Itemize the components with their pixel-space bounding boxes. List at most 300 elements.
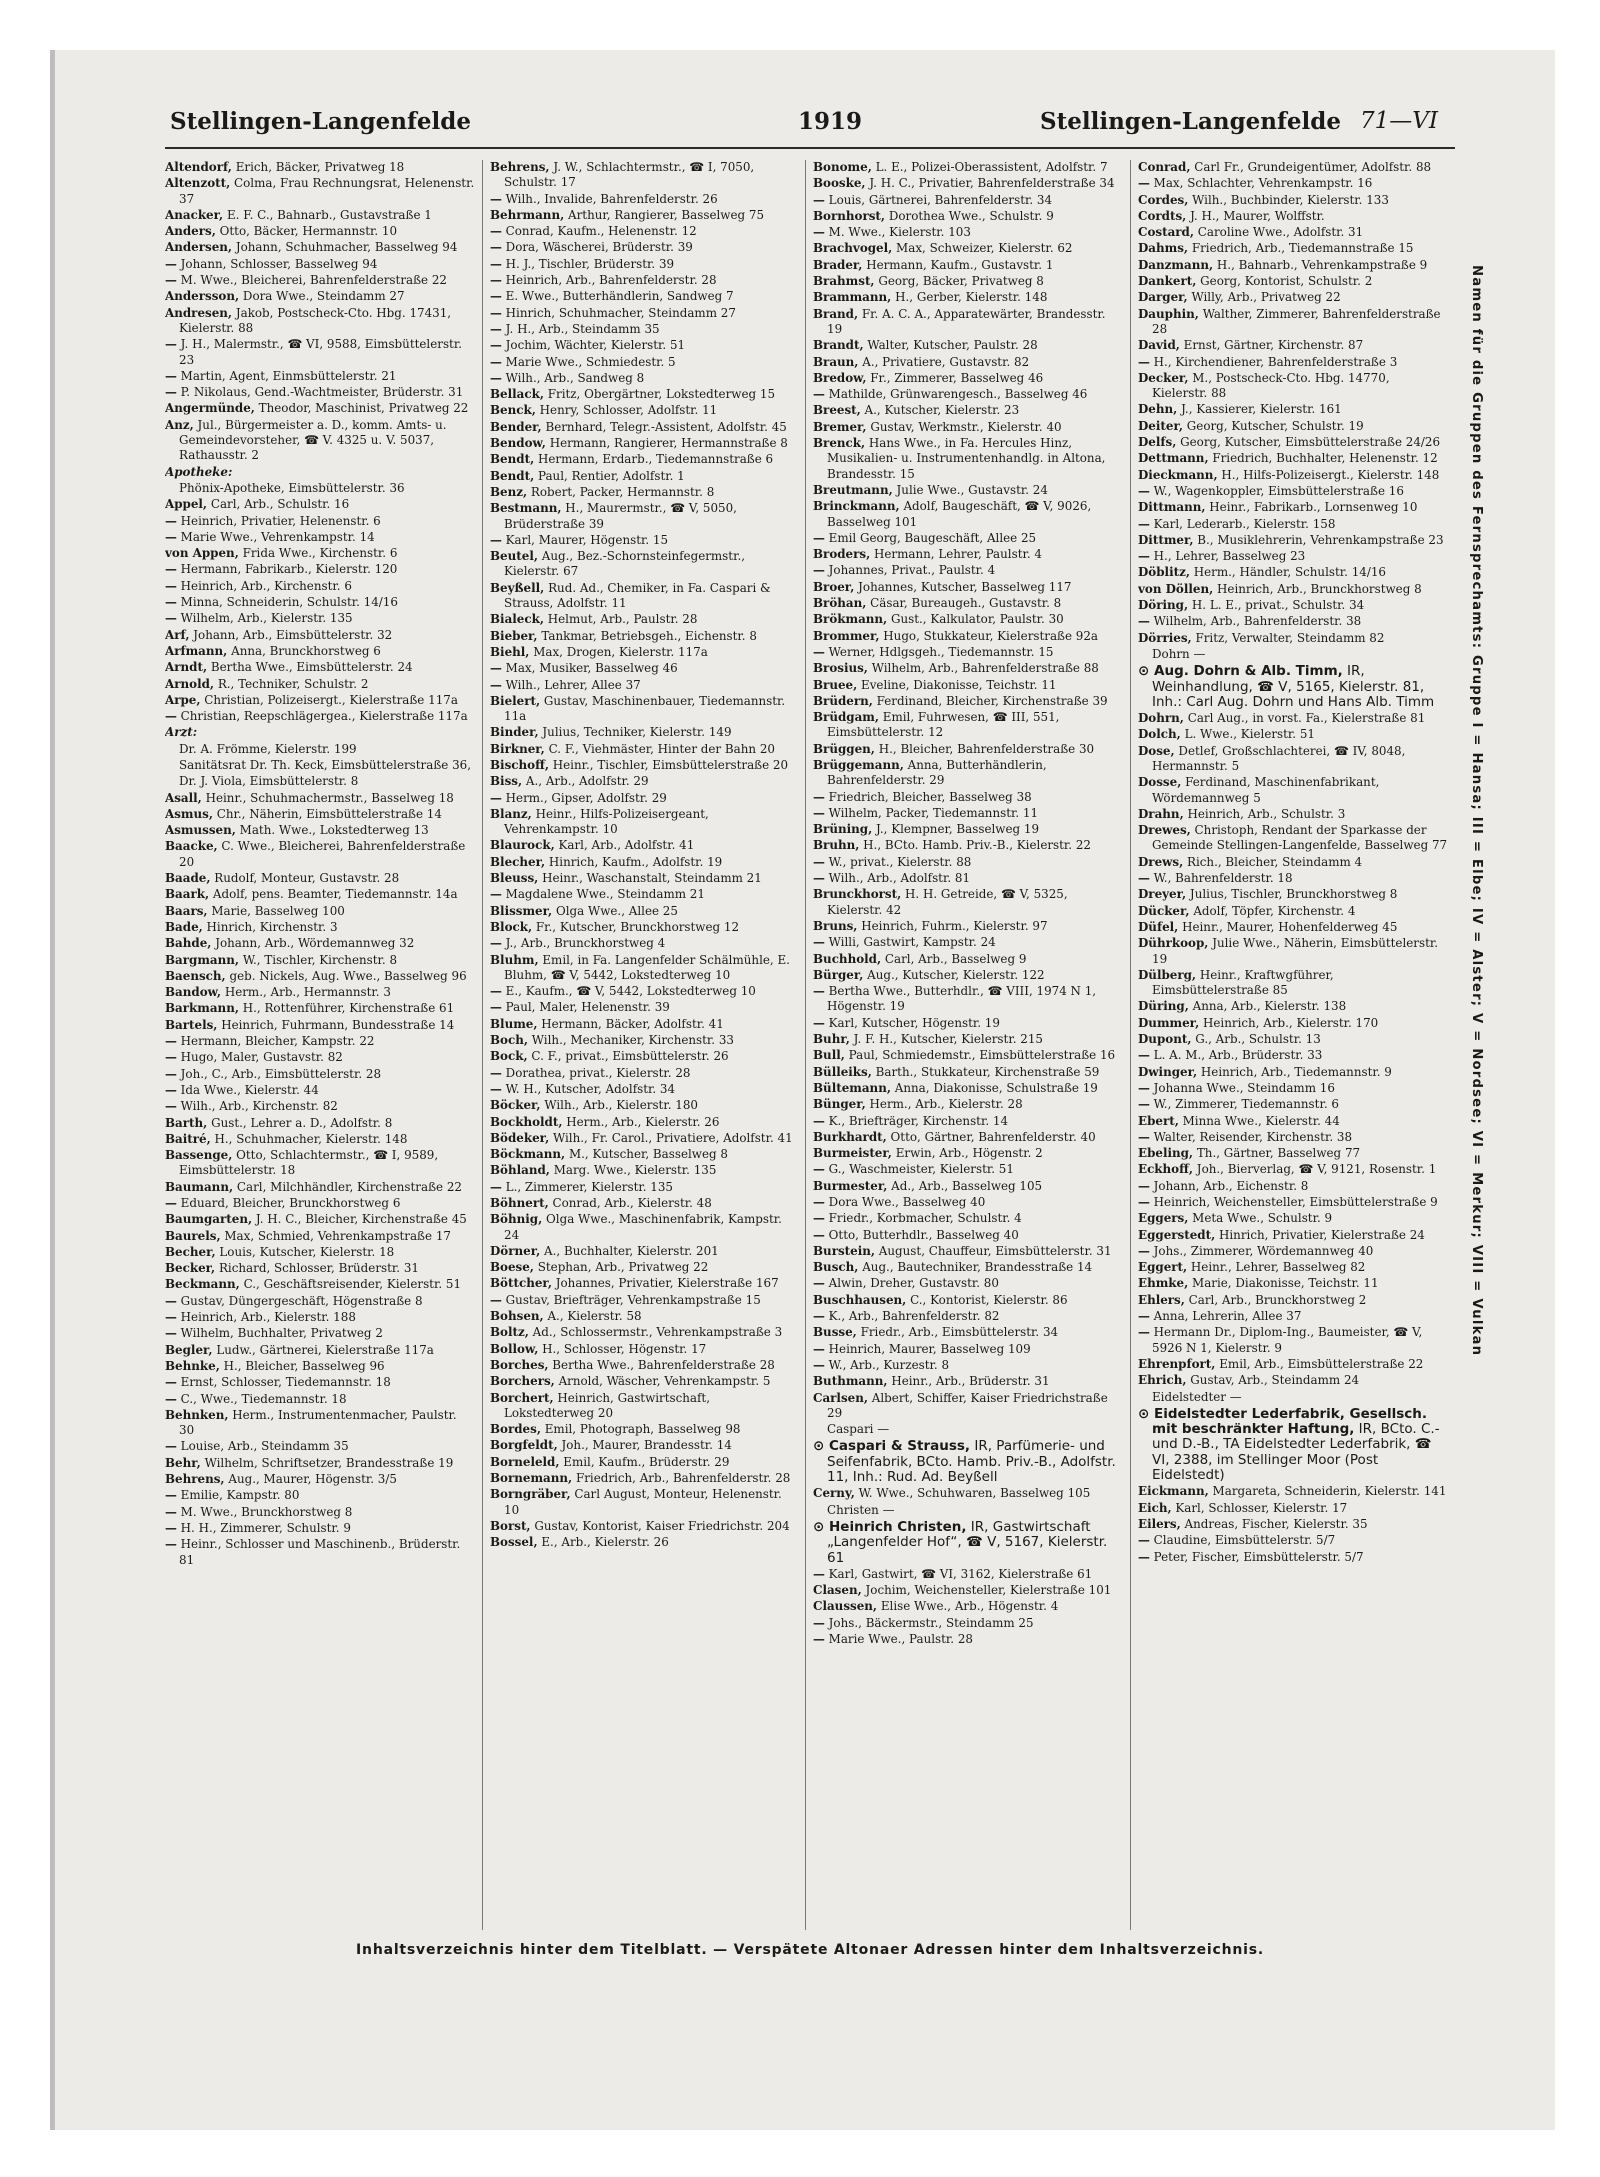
entry-details: Emil, Arb., Eimsbüttelerstraße 22 bbox=[1215, 1356, 1424, 1371]
directory-entry bbox=[1138, 598, 1448, 613]
entry-details: Eduard, Bleicher, Brunckhorstweg 6 bbox=[176, 1196, 401, 1210]
entry-details: Wilh., Mechaniker, Kirchenstr. 33 bbox=[528, 1033, 734, 1048]
entry-details: Wilh., Invalide, Bahrenfelderstr. 26 bbox=[501, 191, 718, 206]
entry-details: Erich, Bäcker, Privatweg 18 bbox=[231, 160, 405, 174]
entry-name: Bünger, bbox=[813, 1097, 866, 1112]
header-year: 1919 bbox=[798, 108, 863, 135]
entry-details: Herm., Instrumentenmacher, Paulstr. 30 bbox=[179, 1407, 457, 1438]
advert-entry bbox=[1138, 1407, 1448, 1483]
entry-details: J. H. C., Bleicher, Kirchenstraße 45 bbox=[252, 1212, 467, 1227]
entry-details: Anna, Lehrerin, Allee 37 bbox=[1149, 1309, 1302, 1324]
directory-entry bbox=[813, 563, 1123, 578]
entry-name: — bbox=[1138, 176, 1150, 191]
directory-entry bbox=[490, 387, 800, 402]
directory-entry bbox=[490, 1471, 800, 1486]
directory-entry bbox=[1138, 451, 1448, 466]
entry-name: Düring, bbox=[1138, 999, 1189, 1014]
entry-name: Bandow, bbox=[165, 985, 222, 1000]
entry-name: Borchert, bbox=[490, 1390, 554, 1405]
directory-entry bbox=[1138, 1211, 1448, 1226]
directory-entry bbox=[490, 645, 800, 660]
entry-name: Behrens, bbox=[490, 160, 550, 174]
entry-name: — bbox=[813, 1309, 825, 1324]
directory-entry bbox=[1138, 744, 1448, 775]
entry-name: — bbox=[165, 368, 177, 383]
entry-name: — bbox=[1138, 516, 1150, 531]
entry-name: Birkner, bbox=[490, 741, 545, 756]
entry-details: Aug., Kutscher, Kielerstr. 122 bbox=[863, 967, 1045, 982]
entry-details: Johannes, Privat., Paulstr. 4 bbox=[824, 563, 996, 578]
directory-entry bbox=[165, 1018, 475, 1033]
entry-details: Wilh., Arb., Kielerstr. 180 bbox=[540, 1098, 698, 1113]
directory-entry bbox=[1138, 1550, 1448, 1565]
directory-entry bbox=[165, 1001, 475, 1016]
directory-entry bbox=[490, 533, 800, 548]
entry-name: — bbox=[165, 1082, 177, 1097]
directory-entry bbox=[813, 547, 1123, 562]
directory-entry bbox=[490, 257, 800, 272]
entry-details: Gustav, Kontorist, Kaiser Friedrichstr. 204 bbox=[530, 1518, 790, 1533]
entry-details: Emilie, Kampstr. 80 bbox=[176, 1488, 300, 1503]
entry-details: Christian, Reepschlägergea., Kielerstraße 117a bbox=[176, 709, 468, 724]
column-3 bbox=[813, 160, 1123, 1930]
entry-details: Walter, Kutscher, Paulstr. 28 bbox=[863, 338, 1038, 353]
directory-entry bbox=[1138, 936, 1448, 967]
entry-details: Friedrich, Buchhalter, Helenenstr. 12 bbox=[1208, 451, 1438, 466]
directory-entry bbox=[490, 1017, 800, 1032]
sub-entry: Caspari — bbox=[827, 1422, 890, 1437]
entry-name: Baars, bbox=[165, 903, 208, 918]
directory-entry bbox=[165, 1261, 475, 1276]
entry-name: Bluhm, bbox=[490, 952, 539, 967]
directory-entry bbox=[813, 338, 1123, 353]
entry-name: Barkmann, bbox=[165, 1001, 239, 1016]
entry-name: Dettmann, bbox=[1138, 451, 1209, 466]
directory-entry bbox=[165, 791, 475, 806]
entry-details: Chr., Näherin, Eimsbüttelerstraße 14 bbox=[212, 806, 442, 821]
advert-entry bbox=[813, 1520, 1123, 1566]
entry-name: — bbox=[165, 1537, 177, 1552]
entry-name: Bremer, bbox=[813, 419, 867, 434]
entry-details: Johann, Schlosser, Basselweg 94 bbox=[176, 256, 378, 271]
entry-name: Dührkoop, bbox=[1138, 936, 1209, 951]
entry-name: — bbox=[165, 385, 177, 400]
directory-entry bbox=[813, 661, 1123, 676]
entry-details: Hermann, Bleicher, Kampstr. 22 bbox=[176, 1034, 375, 1049]
directory-entry bbox=[165, 1050, 475, 1065]
entry-details: Georg, Bäcker, Privatweg 8 bbox=[874, 274, 1044, 289]
entry-details: Carl, Arb., Basselweg 9 bbox=[881, 951, 1027, 966]
entry-name: — bbox=[165, 1050, 177, 1065]
entry-details: Heinr., Hilfs-Polizeisergeant, Vehrenkampstr. 10 bbox=[504, 806, 709, 837]
directory-entry bbox=[490, 1342, 800, 1357]
directory-entry bbox=[165, 1294, 475, 1309]
entry-name: Buthmann, bbox=[813, 1374, 888, 1389]
directory-entry bbox=[813, 176, 1123, 191]
entry-name: — bbox=[490, 677, 502, 692]
directory-entry bbox=[490, 371, 800, 386]
entry-name: — bbox=[813, 935, 825, 950]
directory-entry bbox=[813, 1293, 1123, 1308]
entry-name: Eilers, bbox=[1138, 1516, 1181, 1531]
entry-details: Adolf, pens. Beamter, Tiedemannstr. 14a bbox=[209, 887, 458, 902]
entry-name: — bbox=[165, 1196, 177, 1210]
advert-firm: ⊙ Aug. Dohrn & Alb. Timm, bbox=[1138, 663, 1343, 680]
entry-details: Dora Wwe., Basselweg 40 bbox=[824, 1195, 986, 1209]
entry-name: Broders, bbox=[813, 547, 871, 562]
directory-entry bbox=[813, 1097, 1123, 1112]
entry-details: Heinrich, Weichensteller, Eimsbüttelerstraße 9 bbox=[1149, 1195, 1438, 1209]
entry-name: Binder, bbox=[490, 725, 539, 740]
entry-name: Dittmann, bbox=[1138, 500, 1206, 515]
directory-entry bbox=[165, 530, 475, 545]
entry-details: Minna Wwe., Kielerstr. 44 bbox=[1178, 1113, 1340, 1128]
directory-entry bbox=[490, 1455, 800, 1470]
directory-entry bbox=[490, 742, 800, 757]
directory-entry bbox=[1138, 160, 1448, 175]
entry-details: C., Wwe., Tiedemannstr. 18 bbox=[176, 1391, 347, 1406]
directory-entry bbox=[490, 678, 800, 693]
entry-details: H., Bleicher, Bahrenfelderstraße 30 bbox=[874, 741, 1095, 756]
directory-entry bbox=[490, 1438, 800, 1453]
entry-name: Bürger, bbox=[813, 967, 864, 982]
directory-entry bbox=[813, 855, 1123, 870]
entry-name: — bbox=[490, 370, 502, 385]
entry-name: Brammann, bbox=[813, 290, 892, 305]
entry-name: — bbox=[1138, 1048, 1150, 1063]
entry-details: Julie Wwe., Näherin, Eimsbüttelerstr. 19 bbox=[1152, 936, 1439, 966]
directory-entry bbox=[813, 1276, 1123, 1291]
directory-entry bbox=[165, 1180, 475, 1195]
directory-entry bbox=[490, 1000, 800, 1015]
entry-name: Bröhan, bbox=[813, 596, 867, 611]
entry-details: Minna, Schneiderin, Schulstr. 14/16 bbox=[176, 595, 398, 610]
entry-name: — bbox=[490, 289, 502, 304]
directory-entry bbox=[1138, 711, 1448, 726]
entry-details: Georg, Kontorist, Schulstr. 2 bbox=[1196, 274, 1373, 289]
entry-name: Bestmann, bbox=[490, 501, 562, 516]
entry-details: Rich., Bleicher, Steindamm 4 bbox=[1183, 854, 1363, 869]
entry-name: Borgfeldt, bbox=[490, 1438, 558, 1453]
entry-name: — bbox=[813, 1113, 825, 1128]
entry-name: — bbox=[813, 644, 825, 659]
entry-details: Carl, Arb., Brunckhorstweg 2 bbox=[1184, 1292, 1367, 1307]
entry-details: Heinr., Lehrer, Basselweg 82 bbox=[1187, 1260, 1366, 1275]
directory-entry bbox=[813, 1032, 1123, 1047]
directory-entry bbox=[165, 562, 475, 577]
entry-details: Aug., Bautechniker, Brandesstraße 14 bbox=[858, 1260, 1093, 1275]
directory-entry bbox=[1138, 1260, 1448, 1275]
directory-entry bbox=[165, 595, 475, 610]
entry-details: Anna, Diakonisse, Schulstraße 19 bbox=[891, 1080, 1098, 1095]
directory-entry bbox=[813, 209, 1123, 224]
entry-name: Bornemann, bbox=[490, 1471, 573, 1486]
entry-details: Herm., Händler, Schulstr. 14/16 bbox=[1189, 565, 1386, 580]
entry-name: Biss, bbox=[490, 774, 523, 789]
entry-details: R., Techniker, Schulstr. 2 bbox=[214, 676, 369, 691]
entry-details: Louis, Kutscher, Kielerstr. 18 bbox=[215, 1244, 395, 1259]
entry-details: Hermann, Erdarb., Tiedemannstraße 6 bbox=[534, 452, 774, 467]
directory-entry bbox=[490, 355, 800, 370]
directory-entry bbox=[813, 1260, 1123, 1275]
entry-name: — bbox=[1138, 871, 1150, 886]
entry-name: Claussen, bbox=[813, 1599, 878, 1614]
entry-details: Otto, Gärtner, Bahrenfelderstr. 40 bbox=[886, 1129, 1096, 1144]
entry-name: — bbox=[165, 578, 177, 593]
entry-details: Fritz, Verwalter, Steindamm 82 bbox=[1191, 630, 1385, 645]
entry-name: Blissmer, bbox=[490, 903, 553, 918]
directory-entry bbox=[490, 1180, 800, 1195]
entry-name: Broer, bbox=[813, 579, 855, 594]
entry-details: M. Wwe., Kielerstr. 103 bbox=[824, 225, 971, 240]
sub-entry: Eidelstedter — bbox=[1152, 1389, 1242, 1404]
entry-name: Bellack, bbox=[490, 387, 544, 402]
entry-details: M. Wwe., Brunckhorstweg 8 bbox=[176, 1504, 353, 1519]
entry-details: Heinr., Fabrikarb., Lornsenweg 10 bbox=[1205, 500, 1418, 515]
entry-details: Johs., Zimmerer, Wördemannweg 40 bbox=[1149, 1243, 1374, 1258]
entry-details: Karl, Kutscher, Högenstr. 19 bbox=[824, 1015, 1000, 1030]
entry-details: Ernst, Schlosser, Tiedemannstr. 18 bbox=[176, 1375, 391, 1390]
directory-entry bbox=[1138, 402, 1448, 417]
entry-name: Baade, bbox=[165, 871, 211, 886]
directory-entry bbox=[490, 1163, 800, 1178]
directory-entry bbox=[813, 612, 1123, 627]
directory-entry bbox=[813, 160, 1123, 175]
directory-entry bbox=[1138, 468, 1448, 483]
entry-details: Herm., Arb., Kielerstr. 26 bbox=[562, 1114, 720, 1129]
entry-name: — bbox=[165, 273, 177, 288]
entry-name: Böhnig, bbox=[490, 1212, 543, 1227]
directory-entry bbox=[490, 725, 800, 740]
entry-details: Georg, Kutscher, Schulstr. 19 bbox=[1183, 418, 1364, 433]
directory-entry bbox=[490, 1293, 800, 1308]
entry-details: Max, Schmied, Vehrenkampstraße 17 bbox=[220, 1228, 451, 1243]
entry-name: Dosse, bbox=[1138, 775, 1182, 790]
entry-details: Heinr., Kraftwgführer, Eimsbüttelerstraße 85 bbox=[1152, 967, 1334, 998]
entry-details: Martin, Agent, Einmsbüttelerstr. 21 bbox=[176, 368, 397, 383]
directory-entry bbox=[490, 1115, 800, 1130]
entry-name: Ehrenpfort, bbox=[1138, 1356, 1216, 1371]
entry-details: Max, Musiker, Basselweg 46 bbox=[501, 661, 678, 676]
entry-name: Booske, bbox=[813, 176, 866, 191]
entry-details: Johann, Arb., Eimsbüttelerstr. 32 bbox=[189, 627, 393, 642]
directory-entry bbox=[490, 1196, 800, 1211]
entry-name: — bbox=[813, 871, 825, 886]
directory-entry bbox=[813, 1081, 1123, 1096]
entry-details: Carl Fr., Grundeigentümer, Adolfstr. 88 bbox=[1190, 160, 1432, 174]
directory-entry bbox=[490, 1033, 800, 1048]
entry-details: Eveline, Diakonisse, Teichstr. 11 bbox=[857, 677, 1057, 692]
entry-name: Burkhardt, bbox=[813, 1129, 887, 1144]
entry-details: Gustav, Düngergeschäft, Högenstraße 8 bbox=[176, 1293, 423, 1308]
directory-entry bbox=[1138, 484, 1448, 499]
entry-name: — bbox=[490, 224, 502, 239]
directory-entry bbox=[1138, 1276, 1448, 1291]
entry-name: Brinckmann, bbox=[813, 499, 900, 514]
directory-entry bbox=[813, 1195, 1123, 1210]
entry-details: Heinrich, Arb., Brunckhorstweg 8 bbox=[1213, 581, 1422, 596]
entry-details: H., Hilfs-Polizeisergt., Kielerstr. 148 bbox=[1217, 467, 1440, 482]
entry-details: Gust., Lehrer a. D., Adolfstr. 8 bbox=[207, 1115, 393, 1130]
page-footer: Inhaltsverzeichnis hinter dem Titelblatt. — Verspätete Altonaer Adressen hinter dem Inhaltsverzeichnis. bbox=[356, 1942, 1264, 1958]
entry-details: Herm., Arb., Kielerstr. 28 bbox=[865, 1097, 1023, 1112]
entry-details: Detlef, Großschlachterei, ☎ IV, 8048, Hermannstr. 5 bbox=[1152, 743, 1406, 773]
directory-entry bbox=[490, 1535, 800, 1550]
entry-details: Julius, Techniker, Kielerstr. 149 bbox=[538, 725, 732, 740]
entry-details: M. Wwe., Bleicherei, Bahrenfelderstraße 22 bbox=[176, 273, 447, 288]
entry-name: — bbox=[490, 191, 502, 206]
entry-details: geb. Nickels, Aug. Wwe., Basselweg 96 bbox=[225, 968, 467, 983]
entry-name: Becker, bbox=[165, 1261, 216, 1276]
entry-details: Fr., Kutscher, Brunckhorstweg 12 bbox=[532, 919, 740, 934]
entry-details: E., Kaufm., ☎ V, 5442, Lokstedterweg 10 bbox=[501, 984, 756, 999]
directory-entry bbox=[1138, 1373, 1448, 1388]
entry-name: — bbox=[165, 1293, 177, 1308]
directory-entry bbox=[813, 1583, 1123, 1598]
entry-name: Dörries, bbox=[1138, 630, 1192, 645]
entry-details: Frida Wwe., Kirchenstr. 6 bbox=[238, 546, 398, 561]
directory-entry bbox=[165, 1505, 475, 1520]
directory-entry bbox=[165, 1310, 475, 1325]
directory-entry bbox=[165, 418, 475, 464]
entry-name: Costard, bbox=[1138, 225, 1195, 240]
entry-name: Beutel, bbox=[490, 549, 538, 564]
directory-entry bbox=[813, 1114, 1123, 1129]
directory-entry bbox=[813, 838, 1123, 853]
entry-details: E. F. C., Bahnarb., Gustavstraße 1 bbox=[223, 207, 432, 222]
directory-entry bbox=[813, 420, 1123, 435]
entry-name: — bbox=[1138, 614, 1150, 629]
entry-details: J., Kassierer, Kielerstr. 161 bbox=[1177, 402, 1342, 417]
entry-details: Johann, Schuhmacher, Basselweg 94 bbox=[232, 240, 458, 255]
directory-entry bbox=[1138, 775, 1448, 806]
entry-details: Louise, Arb., Steindamm 35 bbox=[176, 1439, 349, 1454]
entry-details: Hugo, Stukkateur, Kielerstraße 92a bbox=[879, 628, 1099, 643]
entry-details: Wilhelm, Arb., Bahrenfelderstr. 38 bbox=[1149, 614, 1362, 629]
entry-details: H., Bahnarb., Vehrenkampstraße 9 bbox=[1213, 257, 1428, 272]
directory-entry bbox=[1138, 1244, 1448, 1259]
entry-details: Albert, Schiffer, Kaiser Friedrichstraße 29 bbox=[827, 1390, 1108, 1420]
entry-name: Arf, bbox=[165, 627, 190, 642]
entry-name: Bendow, bbox=[490, 436, 546, 451]
directory-entry bbox=[165, 1099, 475, 1114]
entry-details: Friedrich, Arb., Bahrenfelderstr. 28 bbox=[572, 1471, 791, 1486]
entry-name: Eickmann, bbox=[1138, 1484, 1209, 1499]
entry-name: Dolch, bbox=[1138, 727, 1181, 742]
header-right-title: Stellingen-Langenfelde bbox=[1040, 108, 1341, 135]
entry-name: Bossel, bbox=[490, 1535, 538, 1550]
entry-name: Böhland, bbox=[490, 1163, 550, 1178]
directory-entry bbox=[490, 984, 800, 999]
entry-details: H. H. Getreide, ☎ V, 5325, Kielerstr. 42 bbox=[827, 887, 1068, 917]
entry-details: Hinrich, Kaufm., Adolfstr. 19 bbox=[545, 854, 723, 869]
directory-entry bbox=[490, 1374, 800, 1389]
directory-entry bbox=[165, 224, 475, 239]
entry-name: Cordts, bbox=[1138, 208, 1187, 223]
directory-entry bbox=[1138, 823, 1448, 854]
entry-details: C. F., Viehmäster, Hinter der Bahn 20 bbox=[544, 741, 775, 756]
entry-details: Anna, Arb., Kielerstr. 138 bbox=[1188, 999, 1347, 1014]
directory-entry bbox=[1138, 371, 1448, 402]
directory-entry bbox=[490, 1519, 800, 1534]
entry-name: — bbox=[490, 321, 502, 336]
directory-entry bbox=[165, 546, 475, 561]
directory-entry bbox=[165, 289, 475, 304]
directory-entry bbox=[490, 338, 800, 353]
entry-name: — bbox=[490, 256, 502, 271]
entry-name: Borngräber, bbox=[490, 1487, 571, 1502]
entry-details: Dorathea, privat., Kielerstr. 28 bbox=[501, 1065, 691, 1080]
entry-name: Angermünde, bbox=[165, 401, 255, 416]
entry-details: Adolf, Baugeschäft, ☎ V, 9026, Basselweg 101 bbox=[827, 499, 1092, 529]
directory-entry bbox=[165, 871, 475, 886]
entry-name: — bbox=[1138, 354, 1150, 369]
directory-entry bbox=[813, 710, 1123, 741]
directory-entry bbox=[1138, 193, 1448, 208]
entry-name: Eggert, bbox=[1138, 1260, 1188, 1275]
directory-entry bbox=[1138, 1016, 1448, 1031]
entry-details: Julius, Tischler, Brunckhorstweg 8 bbox=[1186, 887, 1398, 902]
entry-name: — bbox=[165, 256, 177, 271]
entry-details: Willy, Arb., Privatweg 22 bbox=[1187, 290, 1341, 305]
entry-name: — bbox=[813, 225, 825, 240]
entry-name: Boese, bbox=[490, 1260, 534, 1275]
directory-entry bbox=[1138, 582, 1448, 597]
entry-details: L. A. M., Arb., Brüderstr. 33 bbox=[1149, 1048, 1323, 1063]
directory-entry bbox=[165, 1034, 475, 1049]
directory-entry bbox=[813, 1358, 1123, 1373]
directory-entry bbox=[490, 887, 800, 902]
entry-name: Bülleiks, bbox=[813, 1064, 872, 1079]
entry-details: W., privat., Kielerstr. 88 bbox=[824, 854, 972, 869]
entry-details: A., Arb., Adolfstr. 29 bbox=[522, 774, 649, 789]
directory-entry bbox=[165, 337, 475, 368]
entry-details: Marie, Diakonisse, Teichstr. 11 bbox=[1188, 1276, 1379, 1291]
directory-entry bbox=[165, 1456, 475, 1471]
entry-details: C. Wwe., Bleicherei, Bahrenfelderstraße 20 bbox=[179, 839, 466, 869]
entry-details: H., Gerber, Kielerstr. 148 bbox=[891, 290, 1048, 305]
entry-name: Barth, bbox=[165, 1115, 208, 1130]
entry-details: J. F. H., Kutscher, Kielerstr. 215 bbox=[849, 1032, 1043, 1047]
entry-name: Borchers, bbox=[490, 1374, 555, 1389]
directory-entry bbox=[1138, 290, 1448, 305]
entry-name: — bbox=[490, 936, 502, 951]
directory-entry bbox=[165, 611, 475, 626]
directory-entry bbox=[813, 919, 1123, 934]
entry-name: Brökmann, bbox=[813, 612, 888, 627]
entry-name: Conrad, bbox=[1138, 160, 1191, 174]
entry-details: A., Privatiere, Gustavstr. 82 bbox=[858, 354, 1030, 369]
directory-entry bbox=[813, 968, 1123, 983]
entry-details: Bertha Wwe., Bahrenfelderstraße 28 bbox=[548, 1357, 775, 1372]
entry-details: Heinr., Arb., Brüderstr. 31 bbox=[887, 1374, 1050, 1389]
directory-entry bbox=[165, 660, 475, 675]
entry-details: Heinrich, Maurer, Basselweg 109 bbox=[824, 1341, 1031, 1356]
directory-entry bbox=[165, 1375, 475, 1390]
entry-details: Heinrich, Arb., Schulstr. 3 bbox=[1183, 806, 1346, 821]
entry-details: H. L. E., privat., Schulstr. 34 bbox=[1188, 598, 1365, 613]
directory-entry bbox=[813, 1016, 1123, 1031]
page-header bbox=[170, 108, 1470, 138]
directory-entry bbox=[813, 645, 1123, 660]
entry-name: Begler, bbox=[165, 1342, 213, 1357]
entry-name: Burmester, bbox=[813, 1178, 888, 1193]
advert-entry bbox=[813, 1439, 1123, 1485]
directory-entry bbox=[490, 612, 800, 627]
entry-name: Böckmann, bbox=[490, 1147, 566, 1162]
directory-entry bbox=[1138, 1357, 1448, 1372]
header-rule bbox=[165, 147, 1455, 149]
